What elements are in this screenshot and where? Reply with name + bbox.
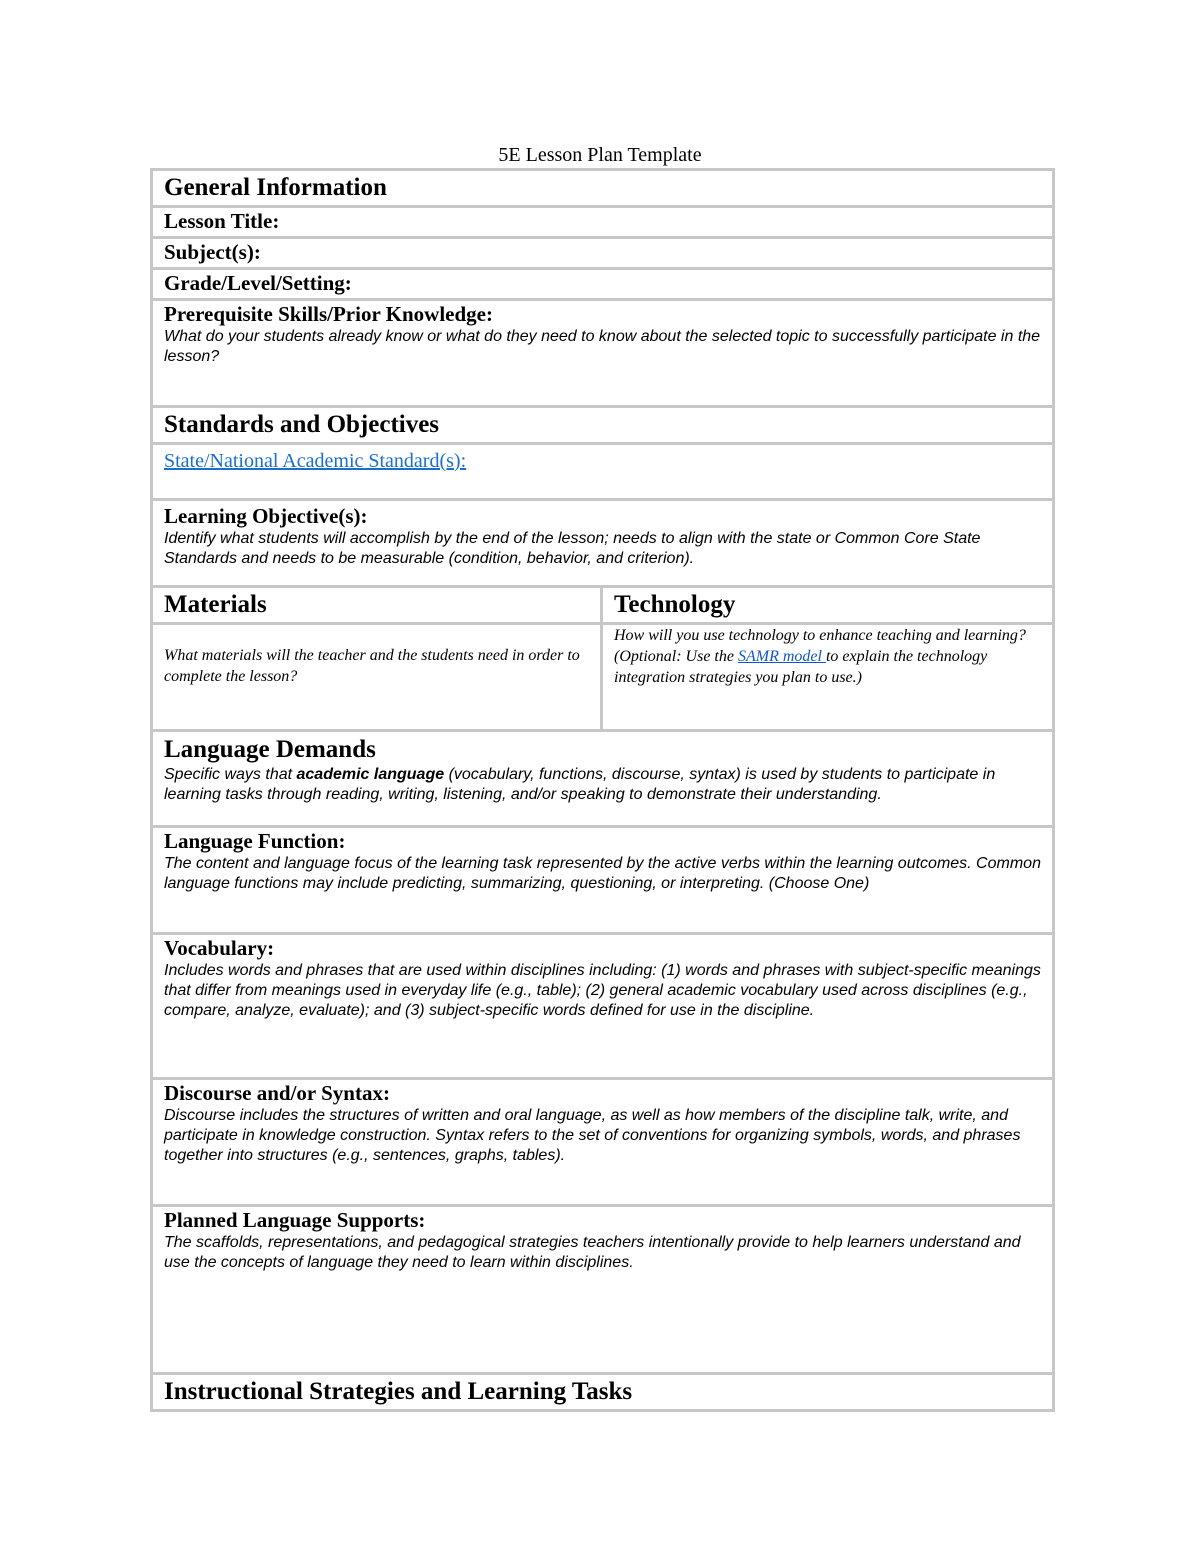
standards-objectives-heading: Standards and Objectives	[164, 411, 440, 438]
technology-heading: Technology	[614, 591, 736, 618]
learning-objectives-row	[152, 500, 1054, 587]
language-demands-hint-text-end: (vocabulary, functions, discourse, syntax) is used by students to participate in learning tasks through reading, writing, listening, and/or speaking to demonstrate their understanding.	[164, 766, 996, 803]
general-information-row	[152, 170, 1054, 207]
learning-objectives-cell[interactable]	[152, 500, 1054, 587]
standards-row	[152, 444, 1054, 500]
vocabulary-label: Vocabulary:	[164, 936, 275, 960]
discourse-row	[152, 1079, 1054, 1206]
lesson-title-row	[152, 207, 1054, 238]
lesson-title-cell[interactable]	[152, 207, 1054, 238]
technology-heading-cell	[602, 587, 1054, 624]
lesson-title-label: Lesson Title:	[164, 209, 280, 233]
subjects-row	[152, 238, 1054, 269]
grade-cell[interactable]	[152, 269, 1054, 300]
vocabulary-row	[152, 934, 1054, 1079]
technology-hint-text-end: to explain the technology integration strategies you plan to use.)	[614, 648, 988, 686]
language-function-hint: The content and language focus of the learning task represented by the active verbs within the learning outcomes. Common language functions may include predicting, summarizing, questioning, or interpreting. (Choose One)	[164, 855, 1041, 892]
lesson-plan-table	[150, 168, 1055, 1412]
standards-link[interactable]: State/National Academic Standard(s):	[164, 450, 467, 472]
document-title: 5E Lesson Plan Template	[498, 144, 702, 166]
standards-cell[interactable]	[152, 444, 1054, 500]
learning-objectives-hint: Identify what students will accomplish by the end of the lesson; needs to align with the state or Common Core State Standards and needs to be measurable (condition, behavior, and criterion).	[164, 530, 981, 567]
language-demands-row	[152, 731, 1054, 827]
materials-cell[interactable]	[152, 624, 602, 731]
standards-objectives-cell	[152, 407, 1054, 444]
instructional-cell	[152, 1374, 1054, 1411]
language-function-label: Language Function:	[164, 829, 346, 853]
subjects-label: Subject(s):	[164, 240, 261, 264]
materials-technology-body-row	[152, 624, 1054, 731]
vocabulary-cell[interactable]	[152, 934, 1054, 1079]
language-function-row	[152, 827, 1054, 934]
standards-objectives-row	[152, 407, 1054, 444]
language-demands-cell	[152, 731, 1054, 827]
prerequisite-row	[152, 300, 1054, 407]
materials-technology-header-row	[152, 587, 1054, 624]
materials-hint: What materials will the teacher and the students need in order to complete the lesson?	[164, 647, 580, 685]
prerequisite-hint: What do your students already know or what do they need to know about the selected topic to successfully participate in the lesson?	[164, 328, 1041, 365]
instructional-heading: Instructional Strategies and Learning Tasks	[164, 1378, 633, 1405]
grade-row	[152, 269, 1054, 300]
learning-objectives-label: Learning Objective(s):	[164, 504, 368, 528]
subjects-cell[interactable]	[152, 238, 1054, 269]
discourse-label: Discourse and/or Syntax:	[164, 1081, 390, 1105]
discourse-cell[interactable]	[152, 1079, 1054, 1206]
technology-hint	[614, 625, 1042, 688]
technology-hint-text: How will you use technology to enhance teaching and learning? (Optional: Use the	[614, 627, 1026, 665]
prerequisite-cell[interactable]	[152, 300, 1054, 407]
instructional-row	[152, 1374, 1054, 1411]
academic-language-bold: academic language	[296, 766, 445, 783]
materials-heading: Materials	[164, 591, 267, 618]
grade-label: Grade/Level/Setting:	[164, 271, 352, 295]
discourse-hint: Discourse includes the structures of written and oral language, as well as how members of the discipline talk, write, and participate in knowledge construction. Syntax refers to the set of conventions for organizing symbols, words, and phrases together into structures (e.g., sentences, graphs, tables).	[164, 1107, 1021, 1164]
materials-heading-cell	[152, 587, 602, 624]
language-supports-cell[interactable]	[152, 1206, 1054, 1374]
prerequisite-label: Prerequisite Skills/Prior Knowledge:	[164, 302, 493, 326]
language-demands-hint-text: Specific ways that	[164, 766, 297, 783]
vocabulary-hint: Includes words and phrases that are used within disciplines including: (1) words and phrases with subject-specific meanings that differ from meanings used in everyday life (e.g., table); (2) general academic vocabulary used across disciplines (e.g., compare, analyze, evaluate); and (3) subject-specific words defined for use in the discipline.	[164, 962, 1041, 1019]
general-information-cell	[152, 170, 1054, 207]
technology-cell[interactable]	[602, 624, 1054, 731]
language-demands-hint	[164, 765, 1042, 805]
language-supports-row	[152, 1206, 1054, 1374]
samr-model-link[interactable]: SAMR model	[737, 648, 826, 665]
language-function-cell[interactable]	[152, 827, 1054, 934]
language-supports-label: Planned Language Supports:	[164, 1208, 426, 1232]
general-information-heading: General Information	[164, 174, 387, 201]
language-demands-heading: Language Demands	[164, 736, 376, 763]
language-supports-hint: The scaffolds, representations, and pedagogical strategies teachers intentionally provide to help learners understand and use the concepts of language they need to learn within disciplines.	[164, 1234, 1021, 1271]
